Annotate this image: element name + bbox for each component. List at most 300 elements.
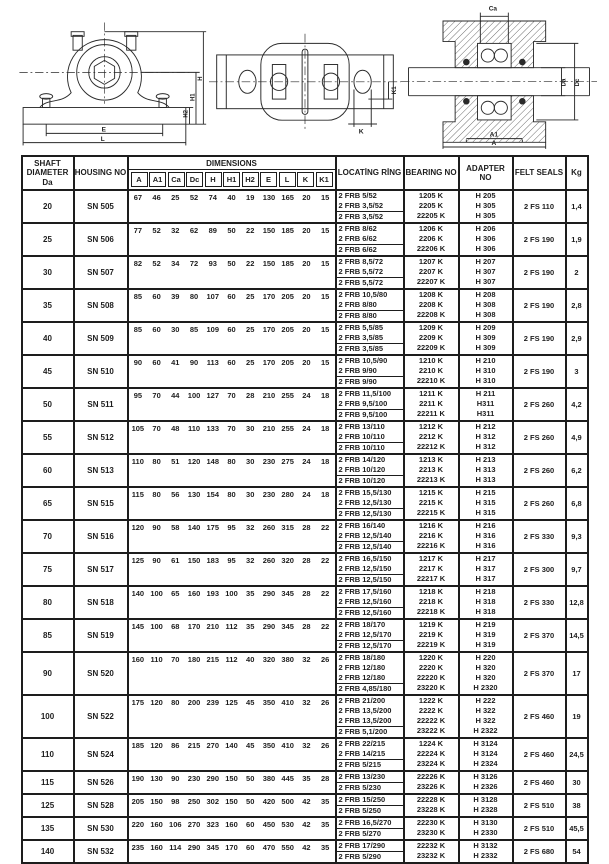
bearing-no-cell — [404, 289, 459, 322]
felt-seals-cell: 2 FS 260 — [513, 388, 566, 421]
kg-cell: 9,3 — [566, 520, 588, 553]
felt-seal — [464, 59, 470, 65]
dimension-values: 85 60 30 85 109 60 25 170 205 20 15 — [133, 324, 330, 334]
figure-top-view — [209, 2, 401, 152]
adapter-no-value: H 313 — [475, 464, 496, 474]
locating-ring-cell — [336, 223, 404, 256]
kg-cell: 2 — [566, 256, 588, 289]
housing-no-cell: SN 512 — [74, 421, 128, 454]
adapter-no-value: H 2330 — [473, 827, 498, 837]
dimension-table — [21, 155, 589, 864]
locating-ring-value: 2 FRB 9/90 — [338, 365, 377, 375]
felt-seals-cell: 2 FS 190 — [513, 355, 566, 388]
header-dim-k1: K1 — [316, 172, 333, 187]
felt-seals-cell: 2 FS 370 — [513, 619, 566, 652]
table-row — [22, 520, 588, 553]
adapter-no-value: H 208 — [475, 289, 496, 299]
table-row — [22, 652, 588, 695]
felt-seals-cell: 2 FS 260 — [513, 421, 566, 454]
locating-ring-cell — [336, 771, 404, 794]
housing-no-cell: SN 524 — [74, 738, 128, 771]
bearing-no-cell — [404, 454, 459, 487]
locating-ring-value: 2 FRB 15,5/130 — [338, 487, 392, 497]
adapter-no-value: H 318 — [475, 606, 496, 616]
dimension-values: 190 130 90 230 290 150 50 380 445 35 28 — [131, 773, 330, 783]
locating-ring-value: 2 FRB 17,5/160 — [338, 586, 392, 596]
felt-seals-cell: 2 FS 330 — [513, 586, 566, 619]
felt-seals-cell: 2 FS 330 — [513, 520, 566, 553]
adapter-no-cell — [459, 256, 513, 289]
adapter-no-value: H 315 — [475, 497, 496, 507]
adapter-no-cell — [459, 190, 513, 223]
shaft-diameter-cell: 40 — [22, 322, 74, 355]
bearing-no-value: 2208 K — [418, 299, 444, 309]
dimensions-cell — [128, 421, 336, 454]
adapter-no-cell — [459, 355, 513, 388]
locating-ring-value: 2 FRB 3,5/85 — [338, 332, 384, 342]
bearing-no-value: 22213 K — [416, 474, 446, 484]
adapter-no-value: H 316 — [475, 530, 496, 540]
bearing-no-value: 1219 K — [418, 619, 444, 629]
housing-no-cell: SN 508 — [74, 289, 128, 322]
bearing-no-cell — [404, 421, 459, 454]
locating-ring-cell — [336, 421, 404, 454]
dimensions-cell — [128, 794, 336, 817]
bearing-no-value: 22224 K — [416, 748, 446, 758]
housing-no-cell: SN 507 — [74, 256, 128, 289]
adapter-no-value: H 313 — [475, 474, 496, 484]
header-adapter-no: ADAPTER NO — [459, 156, 513, 190]
adapter-no-value: H 317 — [475, 563, 496, 573]
locating-ring-value: 2 FRB 5/52 — [338, 190, 377, 200]
locating-ring-value: 2 FRB 5,1/200 — [337, 726, 403, 737]
dimension-values: 205 150 98 250 302 150 50 420 500 42 35 — [131, 796, 330, 806]
locating-ring-cell — [336, 840, 404, 863]
bearing-no-value: 2213 K — [418, 464, 444, 474]
adapter-no-value: H 211 — [475, 388, 496, 398]
adapter-no-cell — [459, 322, 513, 355]
kg-cell: 4,2 — [566, 388, 588, 421]
locating-ring-value: 2 FRB 5/290 — [337, 851, 403, 862]
bearing-no-value: 1215 K — [418, 487, 444, 497]
table-row — [22, 421, 588, 454]
dim-label-da: Da — [561, 78, 568, 87]
locating-ring-value: 2 FRB 10/110 — [337, 442, 403, 453]
kg-cell: 45,5 — [566, 817, 588, 840]
housing-no-cell: SN 519 — [74, 619, 128, 652]
dim-label-a1: A1 — [489, 131, 499, 139]
dimension-values: 90 60 41 90 113 60 25 170 205 20 15 — [133, 357, 330, 367]
adapter-no-value: H 307 — [475, 276, 496, 286]
bearing-no-value: 22210 K — [416, 375, 446, 385]
locating-ring-value: 2 FRB 18/170 — [338, 619, 386, 629]
bearing-no-value: 22216 K — [416, 540, 446, 550]
technical-drawings — [0, 0, 609, 154]
header-dim-dc: Dc — [186, 172, 203, 187]
table-row — [22, 388, 588, 421]
table-body — [22, 190, 588, 863]
housing-no-cell: SN 506 — [74, 223, 128, 256]
adapter-no-value: H 2332 — [473, 850, 498, 860]
header-dim-a1: A1 — [149, 172, 166, 187]
locating-ring-value: 2 FRB 12,5/150 — [337, 574, 403, 585]
adapter-no-value: H 3124 — [473, 738, 498, 748]
locating-ring-value: 2 FRB 13,5/200 — [338, 715, 392, 725]
adapter-no-value: H 310 — [475, 365, 496, 375]
locating-ring-value: 2 FRB 9/90 — [337, 376, 403, 387]
adapter-no-value: H 320 — [475, 662, 496, 672]
bearing-no-value: 23226 K — [416, 781, 446, 791]
dim-label-h1: H1 — [190, 93, 197, 102]
table-row — [22, 223, 588, 256]
bearing-no-value: 2210 K — [418, 365, 444, 375]
adapter-no-cell — [459, 586, 513, 619]
bearing-no-value: 22217 K — [416, 573, 446, 583]
kg-cell: 38 — [566, 794, 588, 817]
locating-ring-value: 2 FRB 6/62 — [337, 244, 403, 255]
bearing-no-value: 23220 K — [416, 682, 446, 692]
shaft-diameter-cell: 75 — [22, 553, 74, 586]
felt-seals-cell: 2 FS 190 — [513, 322, 566, 355]
felt-seals-cell: 2 FS 190 — [513, 256, 566, 289]
felt-seals-cell: 2 FS 190 — [513, 223, 566, 256]
felt-seal — [520, 59, 526, 65]
adapter-no-value: H 319 — [475, 629, 496, 639]
table-row — [22, 322, 588, 355]
header-bearing-no: BEARING NO — [404, 156, 459, 190]
bearing-no-cell — [404, 738, 459, 771]
bearing-no-cell — [404, 256, 459, 289]
bearing-no-cell — [404, 794, 459, 817]
adapter-no-value: H 213 — [475, 454, 496, 464]
dim-label-h: H — [197, 76, 204, 81]
kg-cell: 30 — [566, 771, 588, 794]
table-row — [22, 355, 588, 388]
dimensions-cell — [128, 487, 336, 520]
felt-seal — [464, 98, 470, 104]
adapter-no-cell — [459, 738, 513, 771]
locating-ring-cell — [336, 487, 404, 520]
adapter-no-value: H 215 — [475, 487, 496, 497]
bearing-no-value: 22208 K — [416, 309, 446, 319]
bearing-no-value: 23228 K — [416, 804, 446, 814]
shaft-diameter-cell: 50 — [22, 388, 74, 421]
felt-seals-cell: 2 FS 460 — [513, 771, 566, 794]
dimension-values: 145 100 68 170 210 112 35 290 345 28 22 — [131, 621, 330, 631]
adapter-no-value: H 209 — [475, 322, 496, 332]
dim-label-dc: Dc — [574, 78, 581, 87]
adapter-no-value: H 319 — [475, 639, 496, 649]
kg-cell: 17 — [566, 652, 588, 695]
bearing-no-value: 2209 K — [418, 332, 444, 342]
locating-ring-value: 2 FRB 12/180 — [338, 662, 386, 672]
dimension-values: 140 100 65 160 193 100 35 290 345 28 22 — [131, 588, 330, 598]
shaft-diameter-cell: 135 — [22, 817, 74, 840]
kg-cell: 19 — [566, 695, 588, 738]
adapter-no-value: H 308 — [475, 309, 496, 319]
bearing-no-value: 2207 K — [418, 266, 444, 276]
adapter-no-cell — [459, 454, 513, 487]
adapter-no-value: H 2328 — [473, 804, 498, 814]
bearing-no-value: 22228 K — [416, 794, 446, 804]
bearing-no-value: 2215 K — [418, 497, 444, 507]
bearing-no-value: 1222 K — [418, 695, 444, 705]
table-row — [22, 619, 588, 652]
adapter-no-value: H 312 — [475, 441, 496, 451]
locating-ring-value: 2 FRB 14/215 — [338, 748, 386, 758]
locating-ring-value: 2 FRB 14/120 — [338, 454, 386, 464]
header-housing-no: HOUSING NO — [74, 156, 128, 190]
adapter-no-value: H311 — [476, 398, 495, 408]
bearing-no-value: 1205 K — [418, 190, 444, 200]
dimensions-cell — [128, 454, 336, 487]
bearing-no-value: 1217 K — [418, 553, 444, 563]
dim-label-k: K — [358, 128, 364, 136]
locating-ring-value: 2 FRB 10/120 — [337, 475, 403, 486]
adapter-no-value: H 207 — [475, 256, 496, 266]
bearing-no-value: 22232 K — [416, 840, 446, 850]
shaft-diameter-cell: 30 — [22, 256, 74, 289]
kg-cell: 12,8 — [566, 586, 588, 619]
dim-label-l: L — [100, 135, 105, 143]
locating-ring-value: 2 FRB 6/62 — [338, 233, 377, 243]
bearing-no-cell — [404, 223, 459, 256]
locating-ring-value: 2 FRB 5,5/72 — [337, 277, 403, 288]
dimensions-cell — [128, 388, 336, 421]
locating-ring-value: 2 FRB 10/120 — [338, 464, 386, 474]
bearing-no-value: 1216 K — [418, 520, 444, 530]
adapter-no-value: H 315 — [475, 507, 496, 517]
dimension-values: 77 52 32 62 89 50 22 150 185 20 15 — [133, 225, 330, 235]
locating-ring-value: 2 FRB 13/110 — [338, 421, 385, 431]
header-dimensions — [128, 156, 336, 190]
adapter-no-cell — [459, 652, 513, 695]
locating-ring-value: 2 FRB 9,5/100 — [337, 409, 403, 420]
header-dim-k: K — [297, 172, 314, 187]
locating-ring-value: 2 FRB 12,5/170 — [338, 629, 392, 639]
locating-ring-value: 2 FRB 12,5/130 — [337, 508, 403, 519]
locating-ring-value: 2 FRB 8/62 — [338, 223, 377, 233]
bearing-no-value: 22211 K — [417, 408, 445, 418]
bearing-no-value: 22215 K — [416, 507, 446, 517]
header-dim-l: L — [279, 172, 296, 187]
shaft-diameter-cell: 90 — [22, 652, 74, 695]
felt-seal — [520, 98, 526, 104]
adapter-no-value: H 306 — [475, 243, 496, 253]
adapter-no-value: H 309 — [475, 332, 496, 342]
shaft-diameter-cell: 20 — [22, 190, 74, 223]
adapter-no-cell — [459, 840, 513, 863]
adapter-no-value: H 2322 — [473, 725, 498, 735]
header-shaft-diameter — [22, 156, 74, 190]
felt-seals-cell: 2 FS 260 — [513, 487, 566, 520]
adapter-no-cell — [459, 487, 513, 520]
bearing-no-value: 1220 K — [418, 652, 444, 662]
bearing-no-value: 1209 K — [418, 322, 444, 332]
adapter-no-value: H 322 — [475, 705, 496, 715]
felt-seals-cell: 2 FS 510 — [513, 794, 566, 817]
header-dim-e: E — [260, 172, 277, 187]
bearing-no-value: 2217 K — [418, 563, 444, 573]
dimensions-cell — [128, 355, 336, 388]
adapter-no-cell — [459, 520, 513, 553]
header-dimension-letters — [129, 170, 335, 189]
bearing-no-value: 1212 K — [418, 421, 444, 431]
adapter-no-value: H 2326 — [473, 781, 498, 791]
bearing-no-value: 23232 K — [416, 850, 446, 860]
bearing-no-value: 22219 K — [416, 639, 446, 649]
shaft-diameter-cell: 70 — [22, 520, 74, 553]
shaft-diameter-cell: 55 — [22, 421, 74, 454]
locating-ring-cell — [336, 794, 404, 817]
table-row — [22, 794, 588, 817]
adapter-no-value: H 306 — [475, 233, 496, 243]
locating-ring-value: 2 FRB 12,5/150 — [338, 563, 392, 573]
header-dim-ca: Ca — [168, 172, 185, 187]
locating-ring-value: 2 FRB 12,5/160 — [338, 596, 392, 606]
locating-ring-value: 2 FRB 8/80 — [337, 310, 403, 321]
felt-seals-cell: 2 FS 110 — [513, 190, 566, 223]
locating-ring-value: 2 FRB 3,5/52 — [337, 211, 403, 222]
dimensions-cell — [128, 619, 336, 652]
bearing-no-value: 22205 K — [416, 210, 446, 220]
locating-ring-value: 2 FRB 5,5/85 — [338, 322, 384, 332]
dimension-values: 105 70 48 110 133 70 30 210 255 24 18 — [131, 423, 330, 433]
table-row — [22, 695, 588, 738]
adapter-no-value: H 3132 — [473, 840, 498, 850]
bearing-no-value: 1224 K — [418, 738, 444, 748]
dimension-values: 115 80 56 130 154 80 30 230 280 24 18 — [131, 489, 330, 499]
locating-ring-value: 2 FRB 12,5/130 — [338, 497, 392, 507]
locating-ring-value: 2 FRB 8/80 — [338, 299, 377, 309]
header-row — [22, 156, 588, 190]
locating-ring-value: 2 FRB 5/250 — [337, 805, 403, 816]
dimension-values: 160 110 70 180 215 112 40 320 380 32 26 — [131, 654, 330, 664]
header-shaft-line1: SHAFT — [34, 158, 61, 168]
shaft-diameter-cell: 45 — [22, 355, 74, 388]
adapter-no-value: H 307 — [475, 266, 496, 276]
bearing-no-cell — [404, 553, 459, 586]
dimensions-cell — [128, 738, 336, 771]
locating-ring-cell — [336, 695, 404, 738]
adapter-no-value: H 2324 — [473, 758, 498, 768]
dimensions-cell — [128, 520, 336, 553]
adapter-no-value: H 3126 — [473, 771, 498, 781]
dimension-values: 235 160 114 290 345 170 60 470 550 42 35 — [131, 842, 330, 852]
shaft-diameter-cell: 80 — [22, 586, 74, 619]
shaft-diameter-cell: 85 — [22, 619, 74, 652]
bearing-no-cell — [404, 520, 459, 553]
felt-seals-cell: 2 FS 510 — [513, 817, 566, 840]
locating-ring-value: 2 FRB 10/110 — [338, 431, 385, 441]
bearing-no-cell — [404, 695, 459, 738]
dimensions-cell — [128, 840, 336, 863]
locating-ring-cell — [336, 738, 404, 771]
bearing-no-value: 2219 K — [418, 629, 444, 639]
locating-ring-cell — [336, 355, 404, 388]
table-row — [22, 190, 588, 223]
shaft-diameter-cell: 125 — [22, 794, 74, 817]
adapter-no-value: H 220 — [475, 652, 496, 662]
bearing-no-value: 2220 K — [418, 662, 444, 672]
dimensions-cell — [128, 322, 336, 355]
kg-cell: 14,5 — [566, 619, 588, 652]
locating-ring-cell — [336, 256, 404, 289]
bearing-no-value: 2205 K — [418, 200, 444, 210]
felt-seals-cell: 2 FS 260 — [513, 454, 566, 487]
adapter-no-cell — [459, 619, 513, 652]
header-kg: Kg — [566, 156, 588, 190]
table-row — [22, 454, 588, 487]
dimension-values: 110 80 51 120 148 80 30 230 275 24 18 — [131, 456, 330, 466]
locating-ring-value: 2 FRB 4,85/180 — [337, 683, 403, 694]
bearing-no-value: 2212 K — [418, 431, 444, 441]
locating-ring-value: 2 FRB 11,5/100 — [338, 388, 392, 398]
adapter-no-value: H 305 — [475, 210, 496, 220]
dimension-values: 120 90 58 140 175 95 32 260 315 28 22 — [131, 522, 330, 532]
locating-ring-cell — [336, 553, 404, 586]
bearing-no-value: 23224 K — [416, 758, 446, 768]
table-row — [22, 771, 588, 794]
dimensions-cell — [128, 586, 336, 619]
adapter-no-value: H 310 — [475, 375, 496, 385]
locating-ring-value: 2 FRB 13/230 — [338, 771, 386, 781]
dimension-values: 95 70 44 100 127 70 28 210 255 24 18 — [133, 390, 330, 400]
housing-no-cell: SN 517 — [74, 553, 128, 586]
dimensions-cell — [128, 771, 336, 794]
adapter-no-cell — [459, 388, 513, 421]
table-row — [22, 586, 588, 619]
bearing-no-value: 22226 K — [416, 771, 446, 781]
bearing-no-value: 2216 K — [418, 530, 444, 540]
housing-no-cell: SN 532 — [74, 840, 128, 863]
locating-ring-value: 2 FRB 5/270 — [337, 828, 403, 839]
housing-no-cell: SN 530 — [74, 817, 128, 840]
adapter-no-value: H 320 — [475, 672, 496, 682]
header-shaft-line3: Da — [42, 177, 53, 187]
dim-label-k1: K1 — [390, 86, 398, 95]
bearing-no-value: 22222 K — [416, 715, 446, 725]
housing-no-cell: SN 528 — [74, 794, 128, 817]
housing-no-cell: SN 526 — [74, 771, 128, 794]
bearing-no-cell — [404, 652, 459, 695]
header-dim-h1: H1 — [223, 172, 240, 187]
housing-no-cell: SN 511 — [74, 388, 128, 421]
adapter-no-value: H 217 — [475, 553, 496, 563]
dimensions-cell — [128, 256, 336, 289]
dimensions-cell — [128, 190, 336, 223]
bearing-no-cell — [404, 487, 459, 520]
locating-ring-value: 2 FRB 16,5/150 — [338, 553, 392, 563]
table-row — [22, 840, 588, 863]
housing-no-cell: SN 509 — [74, 322, 128, 355]
adapter-no-value: H 3128 — [473, 794, 498, 804]
bearing-no-value: 23222 K — [416, 725, 446, 735]
shaft-diameter-cell: 60 — [22, 454, 74, 487]
table-row — [22, 553, 588, 586]
header-dim-h2: H2 — [242, 172, 259, 187]
adapter-no-cell — [459, 794, 513, 817]
bearing-no-cell — [404, 322, 459, 355]
adapter-no-value: H 219 — [475, 619, 496, 629]
housing-no-cell: SN 510 — [74, 355, 128, 388]
housing-no-cell: SN 516 — [74, 520, 128, 553]
dimensions-cell — [128, 553, 336, 586]
adapter-no-value: H 3124 — [473, 748, 498, 758]
locating-ring-value: 2 FRB 17/290 — [338, 840, 386, 850]
dimension-values: 175 120 80 200 239 125 45 350 410 32 26 — [131, 697, 330, 707]
locating-ring-value: 2 FRB 21/200 — [338, 695, 386, 705]
